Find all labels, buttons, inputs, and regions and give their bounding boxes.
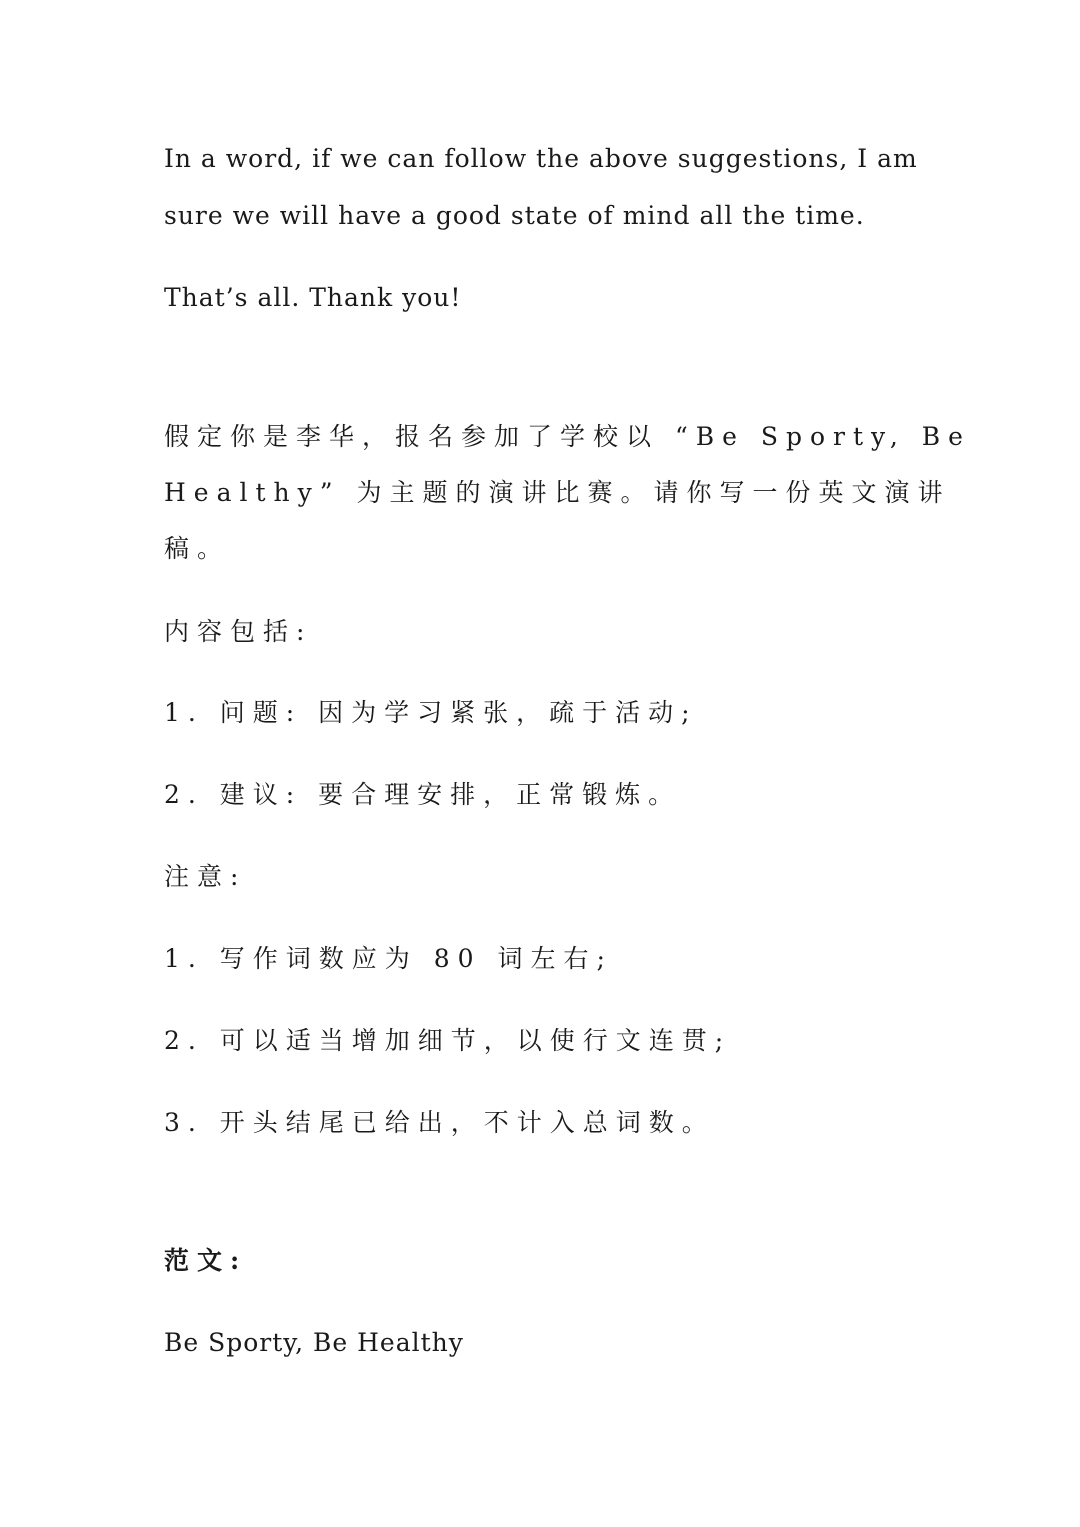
closing-line-1: In a word, if we can follow the above suggestions, I am <box>164 144 918 173</box>
closing-line-3: That’s all. Thank you! <box>164 283 462 312</box>
content-heading: 内容包括: <box>164 617 313 646</box>
notes-item-3: 3. 开头结尾已给出，不计入总词数。 <box>164 1108 715 1137</box>
prompt-line-3: 稿。 <box>164 534 231 563</box>
prompt-line-2: Healthy” 为主题的演讲比赛。请你写一份英文演讲 <box>164 478 951 507</box>
sample-title: Be Sporty, Be Healthy <box>164 1328 464 1357</box>
sample-heading: 范文: <box>164 1246 248 1275</box>
content-item-2: 2. 建议: 要合理安排，正常锻炼。 <box>164 780 682 809</box>
notes-heading: 注意: <box>164 862 247 891</box>
prompt-line-1: 假定你是李华，报名参加了学校以 “Be Sporty, Be <box>164 422 971 451</box>
notes-item-1: 1. 写作词数应为 80 词左右; <box>164 944 613 973</box>
notes-item-2: 2. 可以适当增加细节，以使行文连贯; <box>164 1026 732 1055</box>
closing-line-2: sure we will have a good state of mind all the time. <box>164 201 865 230</box>
content-item-1: 1. 问题: 因为学习紧张，疏于活动; <box>164 698 698 727</box>
